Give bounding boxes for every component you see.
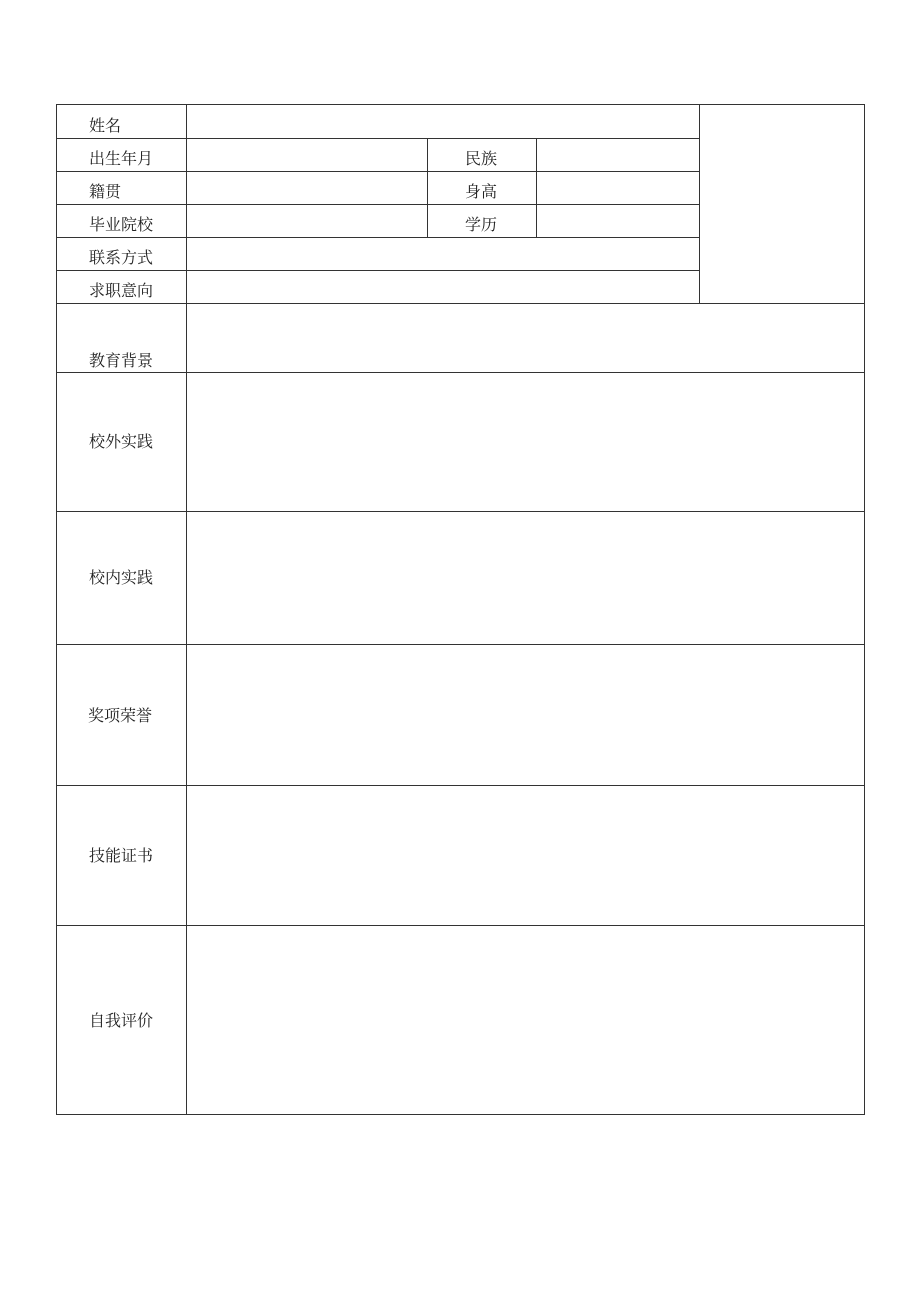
degree-label: 学历 <box>465 215 498 234</box>
birth-label: 出生年月 <box>89 149 154 168</box>
birth-field[interactable] <box>187 139 427 171</box>
ethnicity-field[interactable] <box>537 139 699 171</box>
height-label: 身高 <box>465 182 498 201</box>
job-intent-label: 求职意向 <box>89 281 154 300</box>
resume-form <box>56 104 865 1115</box>
self-evaluation-label: 自我评价 <box>89 1011 154 1030</box>
certificates-field[interactable] <box>187 786 864 925</box>
height-field[interactable] <box>537 172 699 204</box>
contact-field[interactable] <box>187 238 699 270</box>
awards-field[interactable] <box>187 645 864 785</box>
job-intent-field[interactable] <box>187 271 699 303</box>
certificates-label: 技能证书 <box>89 846 154 865</box>
col-divider-mid-left <box>427 138 428 237</box>
school-field[interactable] <box>187 205 427 237</box>
internal-practice-label: 校内实践 <box>89 568 154 587</box>
name-field[interactable] <box>187 105 699 138</box>
hometown-field[interactable] <box>187 172 427 204</box>
hometown-label: 籍贯 <box>89 182 122 201</box>
name-label: 姓名 <box>89 116 122 135</box>
degree-field[interactable] <box>537 205 699 237</box>
school-label: 毕业院校 <box>89 215 154 234</box>
internal-practice-field[interactable] <box>187 512 864 644</box>
awards-label: 奖项荣誉 <box>88 708 153 725</box>
external-practice-label: 校外实践 <box>89 432 154 451</box>
contact-label: 联系方式 <box>89 248 154 267</box>
education-label: 教育背景 <box>89 351 154 370</box>
external-practice-field[interactable] <box>187 373 864 511</box>
self-evaluation-field[interactable] <box>187 926 864 1115</box>
education-field[interactable] <box>187 304 864 372</box>
photo-box[interactable] <box>700 105 864 303</box>
ethnicity-label: 民族 <box>465 149 498 168</box>
